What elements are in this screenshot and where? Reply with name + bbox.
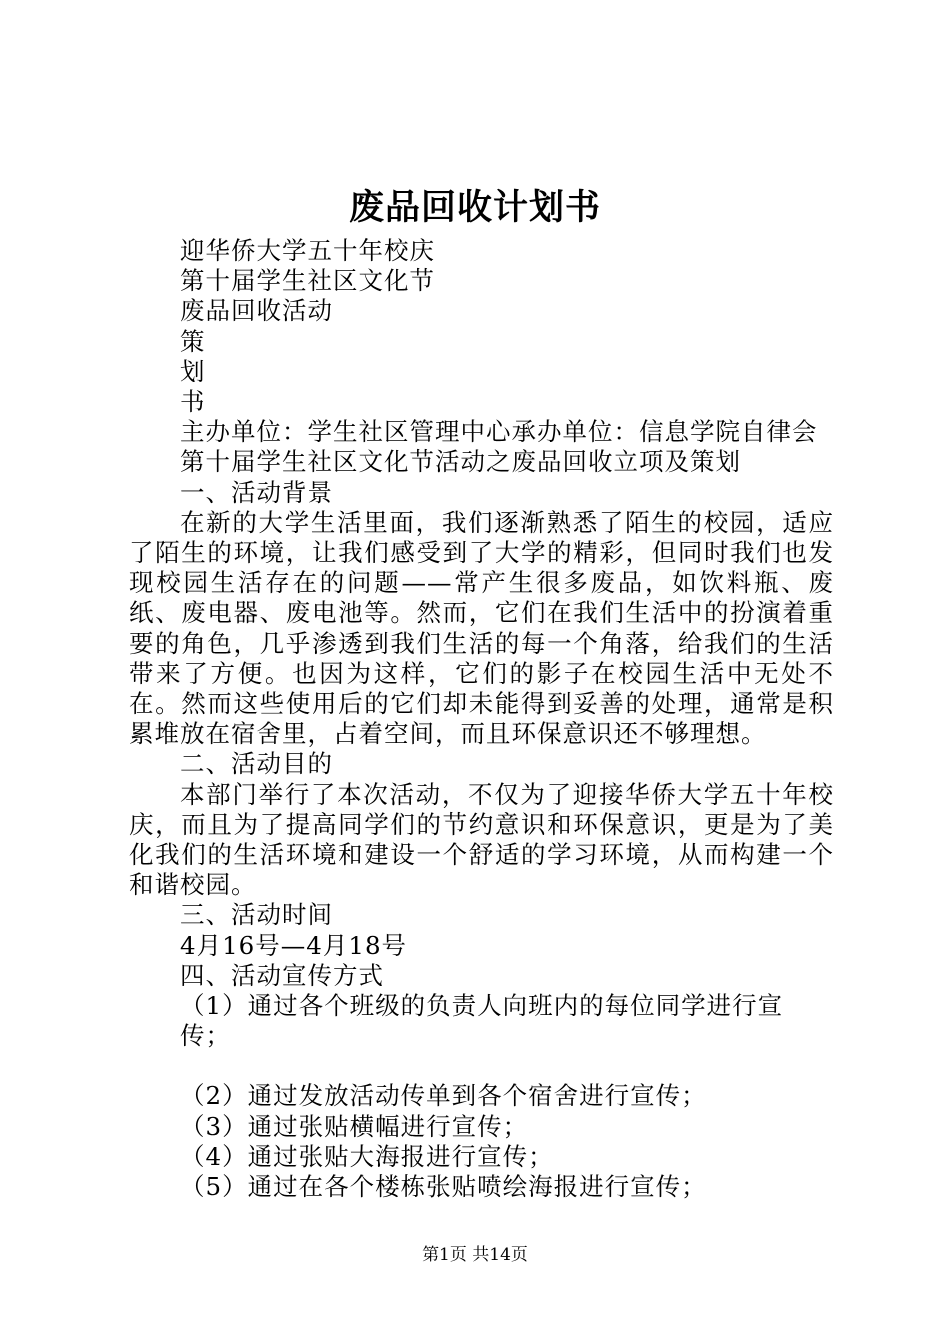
header-line-anniversary: 迎华侨大学五十年校庆 [180,236,435,265]
section-paragraph-background: 在新的大学生活里面，我们逐渐熟悉了陌生的校园，适应了陌生的环境，让我们感受到了大学的精彩，但同时我们也发现校园生活存在的问题——常产生很多废品，如饮料瓶、废纸、废电器、废电池等。然而，它们在我们生活中的扮演着重要的角色，几乎渗透到我们生活的每一个角落，给我们的生活带来了方便。也因为这样，它们的影子在校园生活中无处不在。然而这些使用后的它们却未能得到妥善的处理，通常是积累堆放在宿舍里，占着空间，而且环保意识还不够理想。 [129,507,834,749]
section-paragraph-purpose: 本部门举行了本次活动，不仅为了迎接华侨大学五十年校庆，而且为了提高同学们的节约意识和环保意识，更是为了美化我们的生活环境和建设一个舒适的学习环境，从而构建一个和谐校园。 [129,779,834,900]
header-line-ce: 策 [180,326,206,356]
header-line-shu: 书 [180,387,206,417]
document-title: 废品回收计划书 [348,187,601,228]
section-heading-time: 三、活动时间 [180,900,333,930]
header-line-hua: 划 [180,356,206,386]
publicity-item: （2）通过发放活动传单到各个宿舍进行宣传； [180,1081,707,1111]
organizer-line: 主办单位：学生社区管理中心承办单位：信息学院自律会 [180,417,818,447]
activity-time-value: 4月16号—4月18号 [180,930,408,960]
section-heading-purpose: 二、活动目的 [180,749,333,779]
document-body [129,236,834,1202]
header-line-activity: 废品回收活动 [180,296,333,326]
section-heading-publicity: 四、活动宣传方式 [180,960,384,990]
publicity-item: （4）通过张贴大海报进行宣传； [180,1141,554,1171]
project-line: 第十届学生社区文化节活动之废品回收立项及策划 [180,447,741,477]
page-number-footer: 第1页 共14页 [422,1245,528,1265]
header-line-festival: 第十届学生社区文化节 [180,266,435,296]
blank-line [129,1051,834,1081]
publicity-item: （1）通过各个班级的负责人向班内的每位同学进行宣传； [180,991,784,1051]
publicity-item: （5）通过在各个楼栋张贴喷绘海报进行宣传； [180,1172,707,1202]
publicity-item: （3）通过张贴横幅进行宣传； [180,1111,529,1141]
section-heading-background: 一、活动背景 [180,477,333,507]
